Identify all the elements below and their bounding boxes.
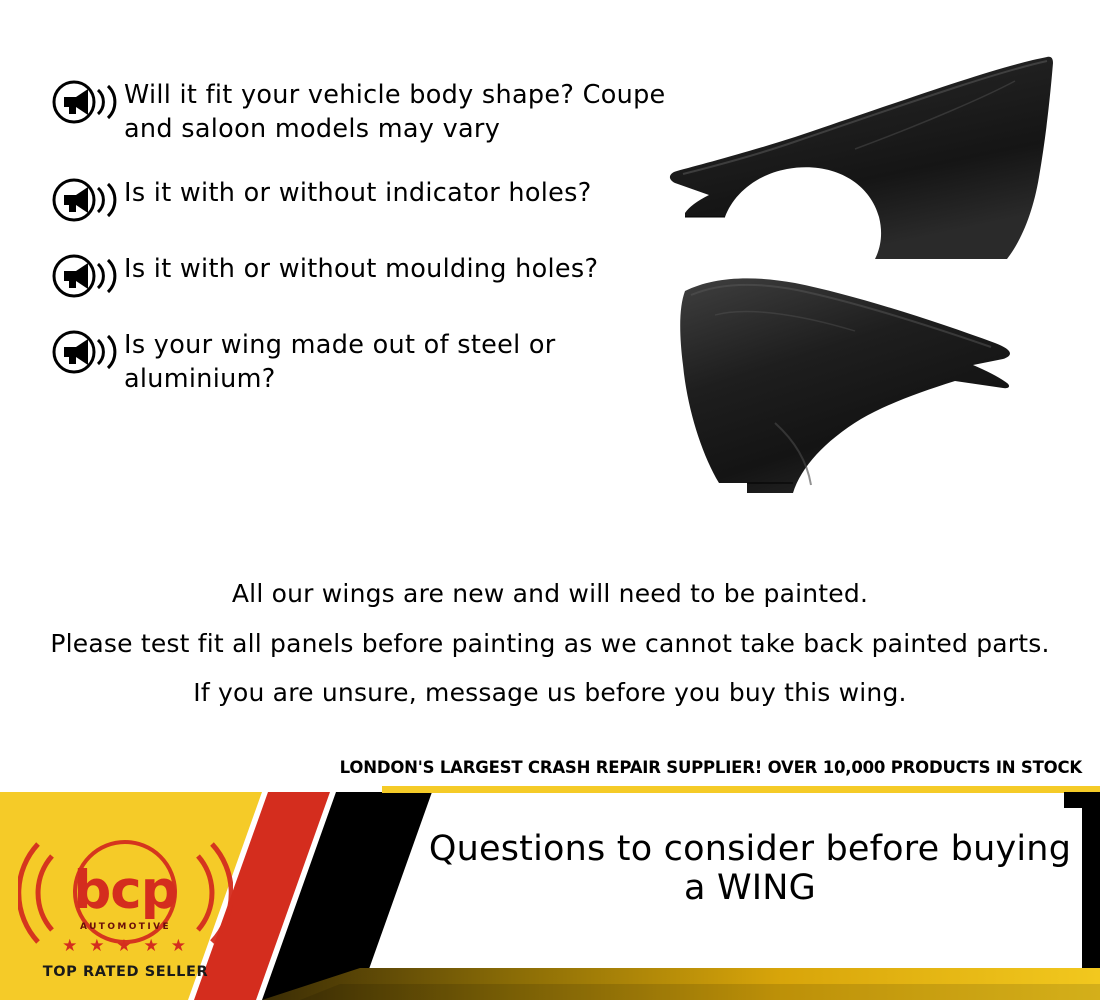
logo-subtitle: AUTOMOTIVE xyxy=(80,922,171,932)
car-wing-image-bottom xyxy=(655,255,1055,519)
megaphone-icon xyxy=(52,254,124,298)
megaphone-icon xyxy=(52,178,124,222)
tagline-text: LONDON'S LARGEST CRASH REPAIR SUPPLIER! OVER 10,000 PRODUCTS IN STOCK xyxy=(339,758,1082,777)
banner-title: Questions to consider before buying a WING xyxy=(428,829,1072,909)
questions-list xyxy=(52,78,672,427)
logo-brand: bcp xyxy=(73,860,178,921)
note-line: If you are unsure, message us before you buy this wing. xyxy=(193,678,907,707)
note-line: All our wings are new and will need to be painted. xyxy=(231,579,869,608)
question-text: Is it with or without moulding holes? xyxy=(124,254,599,285)
car-wing-image-top xyxy=(655,45,1075,279)
bcp-logo xyxy=(18,818,233,990)
question-text: Will it fit your vehicle body shape? Coupe and saloon models may vary xyxy=(124,80,666,144)
question-text: Is your wing made out of steel or aluminium? xyxy=(124,330,556,394)
notes-block xyxy=(0,578,1100,727)
list-item xyxy=(52,176,672,222)
note-line: Please test fit all panels before painting as we cannot take back painted parts. xyxy=(50,628,1050,658)
question-text: Is it with or without indicator holes? xyxy=(124,178,592,209)
list-item xyxy=(52,78,672,146)
list-item xyxy=(52,252,672,298)
logo-top-rated-seller: TOP RATED SELLER xyxy=(42,964,209,980)
megaphone-icon xyxy=(52,80,124,124)
megaphone-icon xyxy=(52,330,124,374)
logo-stars: ★ ★ ★ ★ ★ xyxy=(62,936,189,956)
list-item xyxy=(52,328,672,396)
